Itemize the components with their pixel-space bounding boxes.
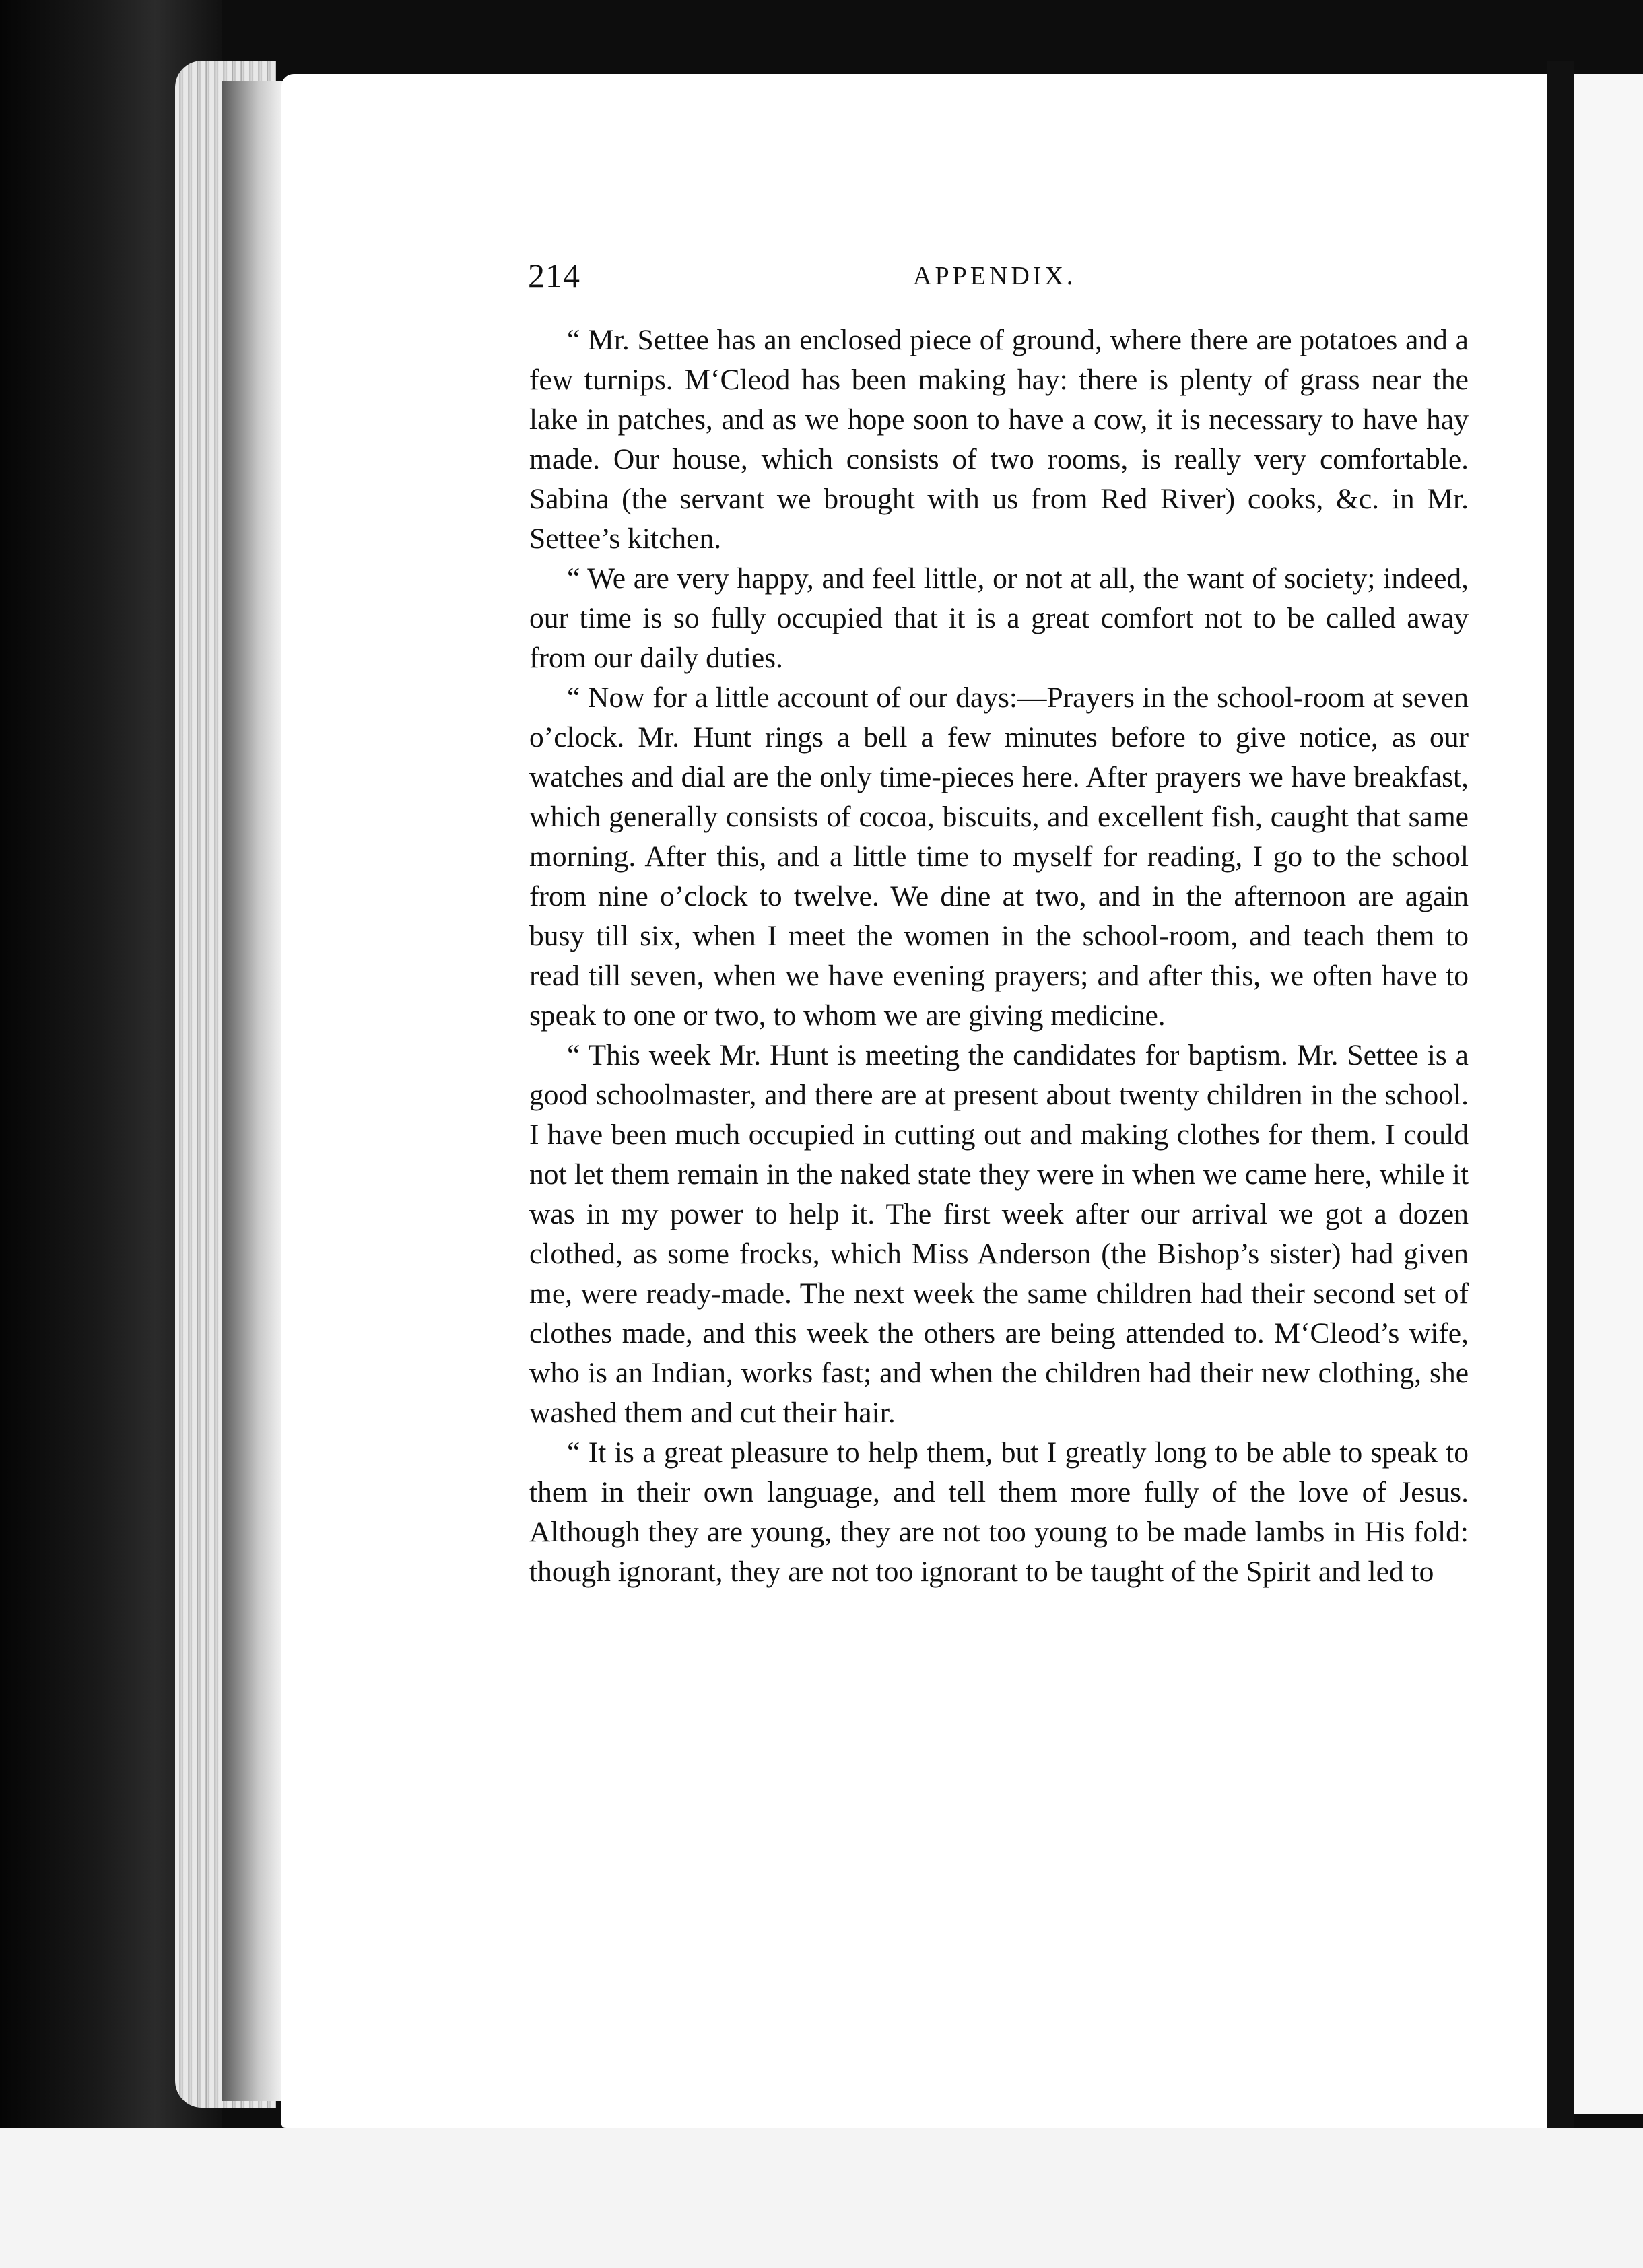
paragraph: “ We are very happy, and feel little, or not at all, the want of society; indeed, our time is so fully occupied that it is a great comfort not to be called away from our daily duties. bbox=[529, 562, 1469, 674]
paragraph: “ Now for a little account of our days:—Prayers in the school-room at seven o’clock. Mr. Hunt rings a bell a few minutes before to give notice, as our watches and dial are the only time-pieces here. After prayers we have breakfast, which generally consists of cocoa, biscuits, and excellent fish, caught that same morning. After this, and a little time to myself for reading, I go to the school from nine o’clock to twelve. We dine at two, and in the afternoon are again busy till six, when I meet the women in the school-room, and teach them to read till seven, when we have evening prayers; and after this, we often have to speak to one or two, to whom we are giving medicine. bbox=[529, 681, 1469, 1032]
page-divider bbox=[1547, 61, 1574, 2135]
page-gutter-shadow bbox=[222, 81, 283, 2101]
paragraph: “ Mr. Settee has an enclosed piece of ground, where there are potatoes and a few turnips. M‘Cleod has been making hay: there is plenty of grass near the lake in patches, and as we hope soon to have a cow, it is necessary to have hay made. Our house, which consists of two rooms, is really very comfortable. Sabina (the servant we brought with us from Red River) cooks, &c. in Mr. Settee’s kitchen. bbox=[529, 324, 1469, 555]
paragraph: “ This week Mr. Hunt is meeting the candidates for baptism. Mr. Settee is a good schoolmaster, and there are at present about twenty children in the school. I have been much occupied in cutting out and making clothes for them. I could not let them remain in the naked state they were in when we came here, while it was in my power to help it. The first week after our arrival we got a dozen clothed, as some frocks, which Miss Anderson (the Bishop’s sister) had given me, were ready-made. The next week the same children had their second set of clothes made, and this week the others are being attended to. M‘Cleod’s wife, who is an Indian, works fast; and when the children had their new clothing, she washed them and cut their hair. bbox=[529, 1039, 1469, 1429]
scan-bottom-margin bbox=[0, 2128, 1643, 2268]
page-header-title: APPENDIX. bbox=[913, 262, 1077, 290]
page-number: 214 bbox=[528, 257, 580, 294]
running-head bbox=[529, 256, 1469, 310]
body-text bbox=[529, 321, 1469, 1592]
facing-page-edge bbox=[1574, 74, 1643, 2114]
text-block bbox=[529, 256, 1469, 1592]
paragraph: “ It is a great pleasure to help them, but I greatly long to be able to speak to them in their own language, and tell them more fully of the love of Jesus. Although they are young, they are not too young to be made lambs in His fold: though ignorant, they are not too ignorant to be taught of the Spirit and led to bbox=[529, 1436, 1469, 1588]
